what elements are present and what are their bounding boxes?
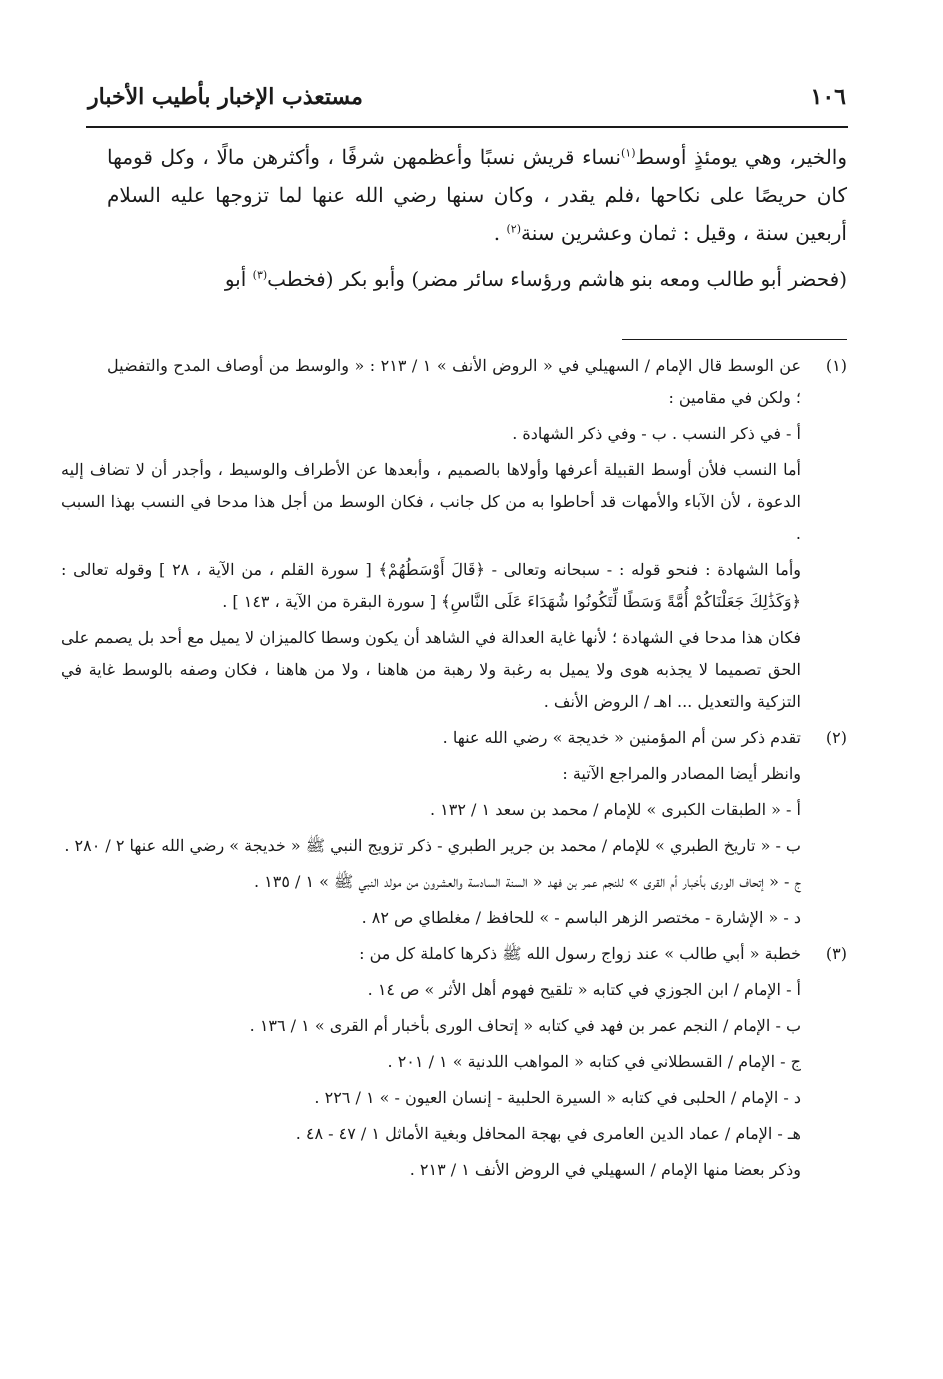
footnote-1 bbox=[61, 350, 847, 718]
reference-item: أ - « الطبقات الكبرى » للإمام / محمد بن سعد ١ / ١٣٢ . bbox=[430, 800, 801, 819]
running-header bbox=[88, 84, 846, 124]
reference-item: ب - « تاريخ الطبري » للإمام / محمد بن جرير الطبري - ذكر تزويج النبي ﷺ « خديجة » رضي الله عنها ٢ / ٢٨٠ . bbox=[64, 836, 801, 855]
reference-item: هـ - الإمام / عماد الدين العامرى في بهجة المحافل وبغية الأماثل ١ / ٤٧ - ٤٨ . bbox=[295, 1124, 801, 1143]
footnote-line: عن الوسط قال الإمام / السهيلي في « الروض الأنف » ١ / ٢١٣ : « والوسط من أوصاف المدح والتفضيل ؛ ولكن في مقامين : bbox=[107, 356, 802, 407]
body-paragraph bbox=[107, 138, 847, 252]
footnote-ref[interactable]: (٣) bbox=[252, 268, 268, 282]
footnote-line: خطبة « أبي طالب » عند زواج رسول الله ﷺ ذكرها كاملة كل من : bbox=[359, 944, 801, 963]
body-text: أبو bbox=[224, 267, 253, 291]
reference-item: وذكر بعضا منها الإمام / السهيلي في الروض الأنف ١ / ٢١٣ . bbox=[409, 1160, 801, 1179]
footnote-line: تقدم ذكر سن أم المؤمنين « خديجة » رضي الله عنها . bbox=[442, 728, 801, 747]
body-paragraph bbox=[107, 260, 847, 298]
footnote-separator bbox=[622, 339, 847, 340]
reference-item: د - الإمام / الحلبى في كتابه « السيرة الحلبية - إنسان العيون - » ١ / ٢٢٦ . bbox=[314, 1088, 801, 1107]
book-title: مستعذب الإخبار بأطيب الأخبار bbox=[88, 84, 363, 110]
main-text bbox=[107, 138, 847, 306]
footnote-3 bbox=[107, 938, 847, 1186]
footnote-2 bbox=[64, 722, 847, 934]
footnote-line: أ - في ذكر النسب . ب - وفي ذكر الشهادة . bbox=[512, 424, 801, 443]
footnote-line: وانظر أيضا المصادر والمراجع الآتية : bbox=[562, 764, 801, 783]
footnote-paragraph: وأما الشهادة : فنحو قوله : - سبحانه وتعالى - ﴿قَالَ أَوْسَطُهُمْ﴾ [ سورة القلم ، من الآية ، ٢٨ ] وقوله تعالى : ﴿وَكَذَٰلِكَ جَعَلْنَاكُمْ أُمَّةً وَسَطًا لِّتَكُونُوا شُهَدَاءَ عَلَى النَّاسِ﴾ [ سورة البقرة من الآية ، ١٤٣ ] . bbox=[61, 560, 801, 611]
body-text: والخير، وهي يومئذٍ أوسط bbox=[635, 145, 847, 169]
footnote-number: (٢) bbox=[825, 728, 847, 747]
body-text: نساء قريش نسبًا وأعظمهن شرفًا ، وأكثرهن مالًا ، وكل قومها كان حريصًا على نكاحها ،فلم يقدر ، وكان سنها رضي الله عنها لما تزوجها عليه السلام أربعين سنة ، وقيل : ثمان وعشرين سنة bbox=[107, 145, 847, 245]
body-text: . bbox=[493, 221, 507, 245]
footnote-ref[interactable]: (١) bbox=[620, 146, 636, 160]
header-rule bbox=[86, 126, 848, 128]
footnote-paragraph: فكان هذا مدحا في الشهادة ؛ لأنها غاية العدالة في الشاهد أن يكون وسطا كالميزان لا يميل مع أحد بل يصمم على الحق تصميما لا يجذبه هوى ولا يميل به رغبة ولا رهبة من هاهنا ، ولا من هاهنا ، فكان وصفه بالوسط غاية في التزكية والتعديل ... اهـ / الروض الأنف . bbox=[61, 628, 801, 711]
reference-item: ج - الإمام / القسطلاني في كتابه « المواهب اللدنية » ١ / ٢٠١ . bbox=[387, 1052, 801, 1071]
page-number: ١٠٦ bbox=[810, 84, 846, 110]
reference-item: د - « الإشارة - مختصر الزهر الباسم - » للحافظ / مغلطاي ص ٨٢ . bbox=[361, 908, 801, 927]
footnote-number: (٣) bbox=[825, 944, 847, 963]
footnote-ref[interactable]: (٢) bbox=[506, 222, 521, 236]
reference-item: أ - الإمام / ابن الجوزي في كتابه « تلقيح فهوم أهل الأثر » ص ١٤ . bbox=[367, 980, 801, 999]
footnote-paragraph: أما النسب فلأن أوسط القبيلة أعرفها وأولاها بالصميم ، وأبعدها عن الأطراف والوسيط ، وأجدر أن لا تضاف إليه الدعوة ، لأن الآباء والأمهات قد أحاطوا به من كل جانب ، فكان الوسط من أجل هذا مدحا في النسب بهذا السبب . bbox=[61, 460, 801, 543]
reference-item: ب - الإمام / النجم عمر بن فهد في كتابه « إتحاف الورى بأخبار أم القرى » ١ / ١٣٦ . bbox=[249, 1016, 801, 1035]
footnote-number: (١) bbox=[825, 356, 847, 375]
footnotes bbox=[61, 350, 847, 1190]
body-text: (فحضر أبو طالب ومعه بنو هاشم ورؤساء سائر مضر) وأبو بكر (فخطب bbox=[267, 267, 847, 291]
reference-item: ج - « إتحاف الورى بأخبار أم القرى » للنجم عمر بن فهد « السنة السادسة والعشرون من مولد النبي ﷺ » ١ / ١٣٥ . bbox=[253, 872, 801, 891]
